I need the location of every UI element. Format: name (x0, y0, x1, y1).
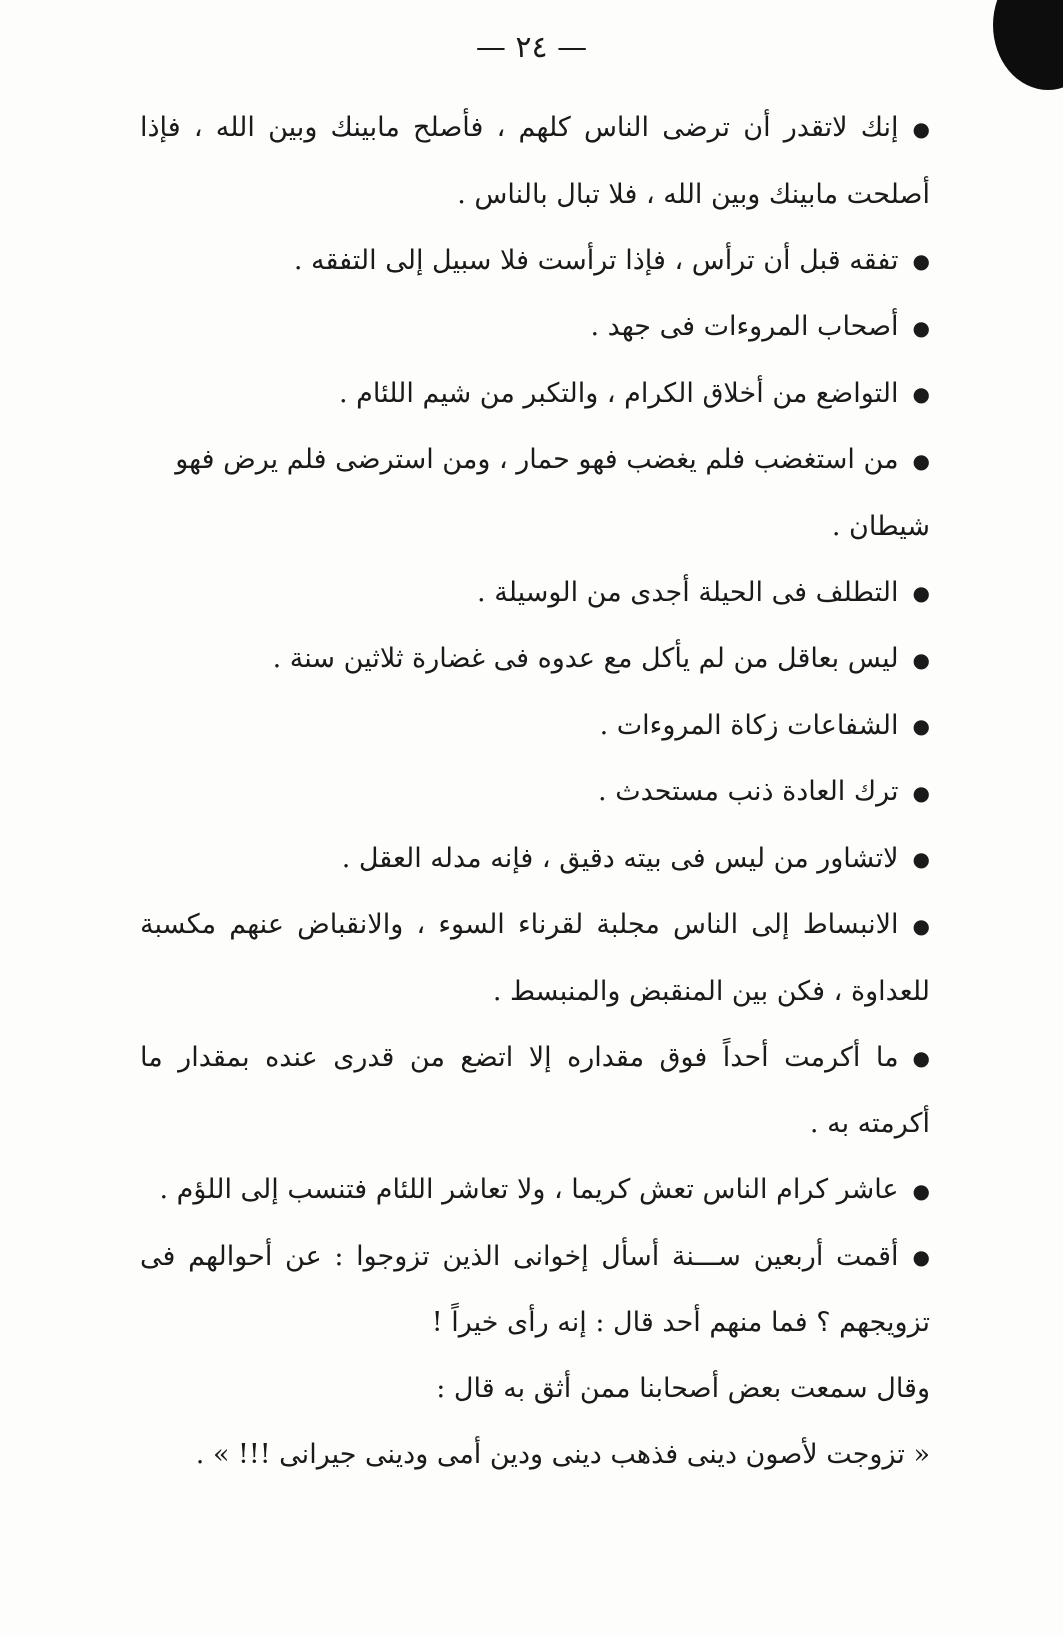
bullet-icon: ● (912, 780, 930, 805)
bullet-icon: ● (912, 1245, 930, 1269)
bullet-icon: ● (912, 1178, 930, 1203)
list-item (140, 892, 930, 1025)
item-text: الانبساط إلى الناس مجلبة لقرناء السوء ، والانقباض عنهم مكسبة للعداوة ، فكن بين المنقبض والمنبسط . (140, 909, 930, 1007)
item-text: الشفاعات زكاة المروءات . (599, 709, 899, 741)
item-text: وقال سمعت بعض أصحابنا ممن أثق به قال : (436, 1373, 930, 1404)
bullet-icon: ● (912, 315, 930, 340)
list-item (140, 1025, 930, 1158)
list-item (140, 759, 930, 826)
item-text: ترك العادة ذنب مستحدث . (598, 776, 899, 807)
list-item (140, 228, 930, 295)
bullet-icon: ● (912, 249, 930, 273)
list-item (140, 361, 930, 428)
item-text: ما أكرمت أحداً فوق مقداره إلا اتضع من قدرى عنده بمقدار ما أكرمته به . (140, 1041, 930, 1139)
item-text: التواضع من أخلاق الكرام ، والتكبر من شيم اللئام . (338, 377, 899, 409)
item-text: لاتشاور من ليس فى بيته دقيق ، فإنه مدله العقل . (341, 842, 899, 874)
list-item (140, 626, 930, 693)
item-text: « تزوجت لأصون دينى فذهب دينى ودين أمى ودينى جيرانى !!! » . (195, 1439, 930, 1470)
list-item (140, 693, 930, 760)
bullet-icon: ● (912, 1046, 930, 1070)
quotation-line (140, 1422, 930, 1488)
bullet-icon: ● (912, 448, 930, 473)
item-text: أقمت أربعين ســـنة أسأل إخوانى الذين تزوجوا : عن أحوالهم فى تزويجهم ؟ فما منهم أحد قال : إنه رأى خيراً ! (140, 1240, 930, 1338)
list-item (140, 560, 930, 627)
item-text: التطلف فى الحيلة أجدى من الوسيلة . (477, 576, 899, 608)
list-item (140, 826, 930, 893)
list-item (140, 294, 930, 361)
list-item (140, 1157, 930, 1224)
item-text: عاشر كرام الناس تعش كريما ، ولا تعاشر اللئام فتنسب إلى اللؤم . (159, 1174, 899, 1205)
item-text: ليس بعاقل من لم يأكل مع عدوه فى غضارة ثلاثين سنة . (272, 643, 899, 674)
item-text: من استغضب فلم يغضب فهو حمار ، ومن استرضى فلم يرض فهو شيطان . (175, 444, 930, 542)
bullet-icon: ● (912, 847, 930, 871)
list-item (140, 95, 930, 228)
bullet-icon: ● (912, 116, 930, 141)
page-content (140, 95, 930, 1488)
narration-line (140, 1356, 930, 1422)
bullet-icon: ● (912, 714, 930, 738)
page-number: — ٢٤ — (475, 30, 588, 65)
list-item (140, 427, 930, 560)
bullet-icon: ● (912, 647, 930, 672)
bullet-icon: ● (912, 382, 930, 406)
item-text: إنك لاتقدر أن ترضى الناس كلهم ، فأصلح مابينك وبين الله ، فإذا أصلحت مابينك وبين الله ، فلا تبال بالناس . (140, 112, 930, 210)
item-text: تفقه قبل أن ترأس ، فإذا ترأست فلا سبيل إلى التفقه . (293, 244, 899, 276)
list-item (140, 1224, 930, 1357)
item-text: أصحاب المروءات فى جهد . (590, 311, 899, 342)
bullet-icon: ● (912, 581, 930, 605)
bullet-icon: ● (912, 913, 930, 938)
